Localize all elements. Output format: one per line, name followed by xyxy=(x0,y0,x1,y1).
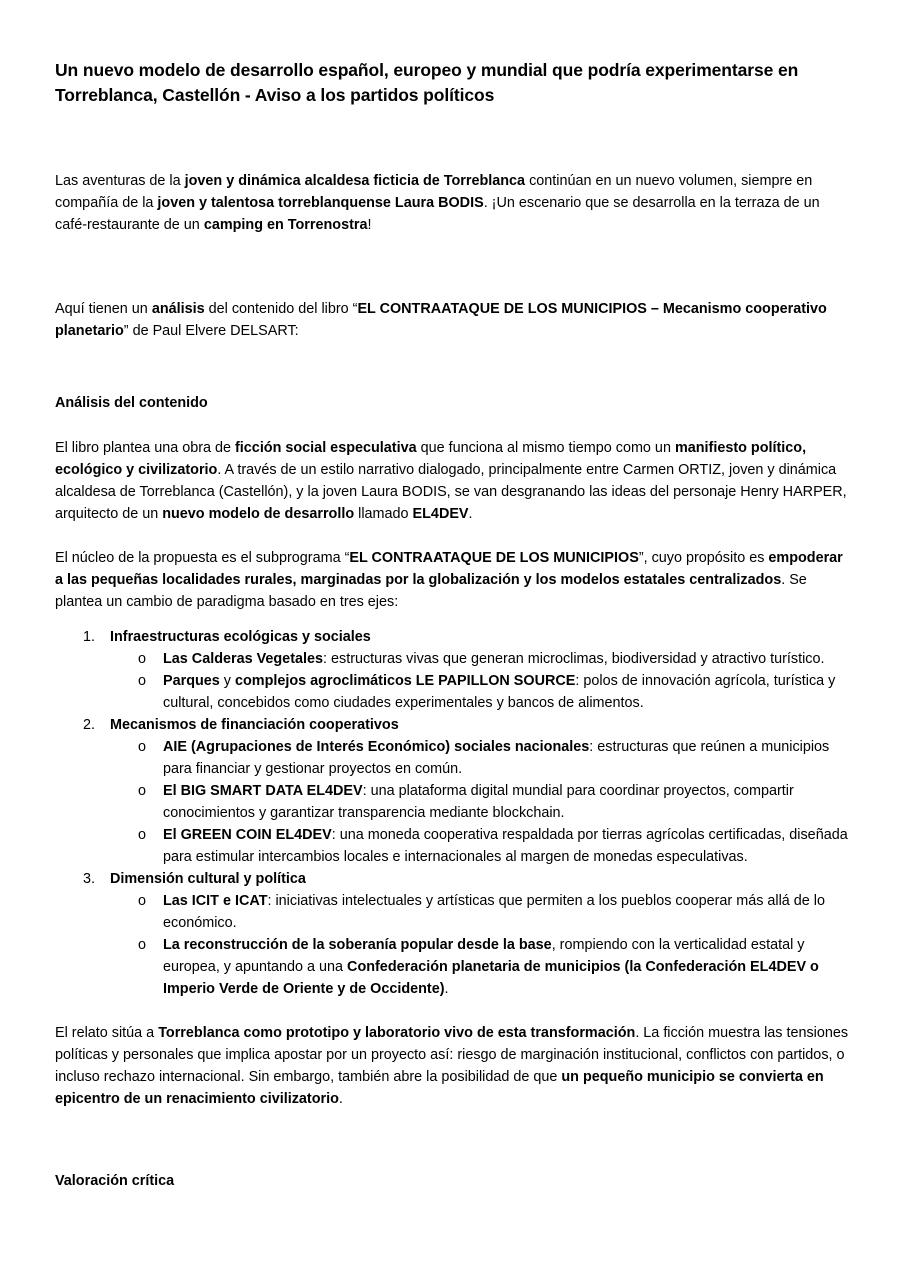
text-run: , rompiendo con la verticalidad estatal y europea, y apuntando a una xyxy=(163,937,805,975)
list-item xyxy=(55,868,850,1000)
bold-run: Parques xyxy=(163,673,220,689)
list-item-number xyxy=(83,868,105,890)
sub-list-item-text xyxy=(163,783,794,821)
sub-list-item-text xyxy=(163,937,819,997)
bold-run: EL CONTRAATAQUE DE LOS MUNICIPIOS – Mecanismo cooperativo planetario xyxy=(55,301,827,339)
bold-run: camping en Torrenostra xyxy=(203,217,368,233)
text-run: que funciona al mismo tiempo como un xyxy=(416,440,675,456)
bold-run: AIE (Agrupaciones de Interés Económico) sociales nacionales xyxy=(163,739,590,755)
critique-heading: Valoración crítica xyxy=(55,1173,175,1189)
bold-run: Las ICIT e ICAT xyxy=(163,893,268,909)
text-run: ! xyxy=(367,217,372,233)
text-run: . Se plantea un cambio de paradigma basado en tres ejes: xyxy=(55,572,807,610)
document-content xyxy=(55,0,850,1192)
bold-run: Torreblanca como prototipo y laboratorio vivo de esta transformación xyxy=(158,1025,636,1041)
spacer xyxy=(55,236,850,298)
spacer xyxy=(55,1110,850,1170)
bold-run: joven y talentosa torreblanquense Laura BODIS xyxy=(157,195,484,211)
sub-bullet-list xyxy=(110,890,850,1000)
circle-bullet-icon: o xyxy=(138,937,147,953)
bold-run: manifiesto político, ecológico y civilizatorio xyxy=(55,440,807,478)
text-run: ” de Paul Elvere DELSART: xyxy=(123,323,299,339)
text-run: Las aventuras de la xyxy=(55,173,185,189)
spacer xyxy=(55,1000,850,1022)
list-item-title: Dimensión cultural y política xyxy=(110,871,306,887)
sub-list-item-text xyxy=(163,739,829,777)
text-run: . xyxy=(338,1091,343,1107)
intro-paragraph xyxy=(55,170,850,236)
circle-bullet-icon: o xyxy=(138,827,147,843)
text-run: . ¡Un escenario que se desarrolla en la terraza de un café-restaurante de un xyxy=(55,195,820,233)
bold-run: nuevo modelo de desarrollo xyxy=(162,506,355,522)
circle-bullet-icon: o xyxy=(138,893,147,909)
sub-list-item xyxy=(110,934,850,1000)
text-run: El libro plantea una obra de xyxy=(55,440,236,456)
sub-list-item-text xyxy=(163,893,825,931)
sub-list-item-text xyxy=(163,827,848,865)
bold-run: análisis xyxy=(151,301,205,317)
bold-run: complejos agroclimáticos LE PAPILLON SOURCE xyxy=(235,673,576,689)
circle-bullet-icon: o xyxy=(138,739,147,755)
list-item-title: Infraestructuras ecológicas y sociales xyxy=(110,629,371,645)
spacer xyxy=(55,525,850,547)
text-run: : una plataforma digital mundial para coordinar proyectos, compartir conocimientos y garantizar transparencia mediante blockchain. xyxy=(163,783,794,821)
sub-list-item xyxy=(110,648,850,670)
sub-list-item xyxy=(110,890,850,934)
analysis-paragraph xyxy=(55,437,850,525)
analysis-heading: Análisis del contenido xyxy=(55,395,208,411)
sub-list-item xyxy=(110,824,850,868)
list-item-title: Mecanismos de financiación cooperativos xyxy=(110,717,399,733)
circle-bullet-icon: o xyxy=(138,673,147,689)
text-run: El núcleo de la propuesta es el subprograma “ xyxy=(55,550,350,566)
text-run: : estructuras que reúnen a municipios para financiar y gestionar proyectos en común. xyxy=(163,739,830,777)
bold-run: empoderar a las pequeñas localidades rurales, marginadas por la globalización y los modelos estatales centralizados xyxy=(55,550,843,588)
text-run: : iniciativas intelectuales y artísticas que permiten a los pueblos cooperar más allá de lo económico. xyxy=(163,893,826,931)
text-run: llamado xyxy=(354,506,413,522)
bold-run: joven y dinámica alcaldesa ficticia de Torreblanca xyxy=(184,173,526,189)
closing-paragraph xyxy=(55,1022,850,1110)
list-item xyxy=(55,626,850,714)
bold-run: La reconstrucción de la soberanía popular desde la base xyxy=(163,937,552,953)
list-item-number xyxy=(83,626,105,648)
text-run: El relato sitúa a xyxy=(55,1025,159,1041)
bold-run: EL4DEV xyxy=(412,506,469,522)
bold-run: El GREEN COIN EL4DEV xyxy=(163,827,332,843)
text-run: continúan en un nuevo volumen, siempre en compañía de la xyxy=(55,173,813,211)
axes-list xyxy=(55,626,850,1000)
core-proposal-paragraph xyxy=(55,547,850,613)
sub-list-item xyxy=(110,736,850,780)
bold-run: un pequeño municipio se convierta en epicentro de un renacimiento civilizatorio xyxy=(55,1069,824,1107)
text-run: : estructuras vivas que generan microclimas, biodiversidad y atractivo turístico. xyxy=(323,651,825,667)
text-run: : polos de innovación agrícola, turística y cultural, concebidos como ciudades experimentales y bancos de alimentos. xyxy=(163,673,836,711)
sub-list-item xyxy=(110,670,850,714)
spacer xyxy=(55,342,850,392)
spacer xyxy=(55,613,850,626)
bold-run: EL CONTRAATAQUE DE LOS MUNICIPIOS xyxy=(349,550,639,566)
page-title: Un nuevo modelo de desarrollo español, europeo y mundial que podría experimentarse en Torreblanca, Castellón - Aviso a los partidos políticos xyxy=(55,60,799,105)
list-item xyxy=(55,714,850,868)
book-reference-paragraph xyxy=(55,298,850,342)
bold-run: Confederación planetaria de municipios (la Confederación EL4DEV o Imperio Verde de Oriente y de Occidente) xyxy=(163,959,819,997)
text-run: del contenido del libro “ xyxy=(204,301,358,317)
circle-bullet-icon: o xyxy=(138,783,147,799)
list-item-number xyxy=(83,714,105,736)
sub-list-item-text xyxy=(163,651,824,667)
text-run: . xyxy=(444,981,449,997)
spacer xyxy=(55,108,850,170)
text-run: Aquí tienen un xyxy=(55,301,152,317)
text-run: y xyxy=(219,673,235,689)
sub-bullet-list xyxy=(110,648,850,714)
text-run: . La ficción muestra las tensiones políticas y personales que implica apostar por un proyecto así: riesgo de marginación institucional, conflictos con partidos, o incluso rechazo internacional. Sin embargo, también abre la posibilidad de que xyxy=(55,1025,849,1085)
sub-list-item-text xyxy=(163,673,835,711)
text-run: : una moneda cooperativa respaldada por tierras agrícolas certificadas, diseñada para estimular intercambios locales e internacionales al margen de monedas especulativas. xyxy=(163,827,848,865)
text-run: ”, cuyo propósito es xyxy=(638,550,769,566)
bold-run: Las Calderas Vegetales xyxy=(163,651,323,667)
spacer xyxy=(55,414,850,437)
bold-run: El BIG SMART DATA EL4DEV xyxy=(163,783,363,799)
text-run: . A través de un estilo narrativo dialogado, principalmente entre Carmen ORTIZ, joven y dinámica alcaldesa de Torreblanca (Castellón), y la joven Laura BODIS, se van desgranando las ideas del personaje Henry HARPER, arquitecto de un xyxy=(55,462,847,522)
circle-bullet-icon: o xyxy=(138,651,147,667)
text-run: . xyxy=(468,506,473,522)
sub-bullet-list xyxy=(110,736,850,868)
bold-run: ficción social especulativa xyxy=(235,440,417,456)
sub-list-item xyxy=(110,780,850,824)
